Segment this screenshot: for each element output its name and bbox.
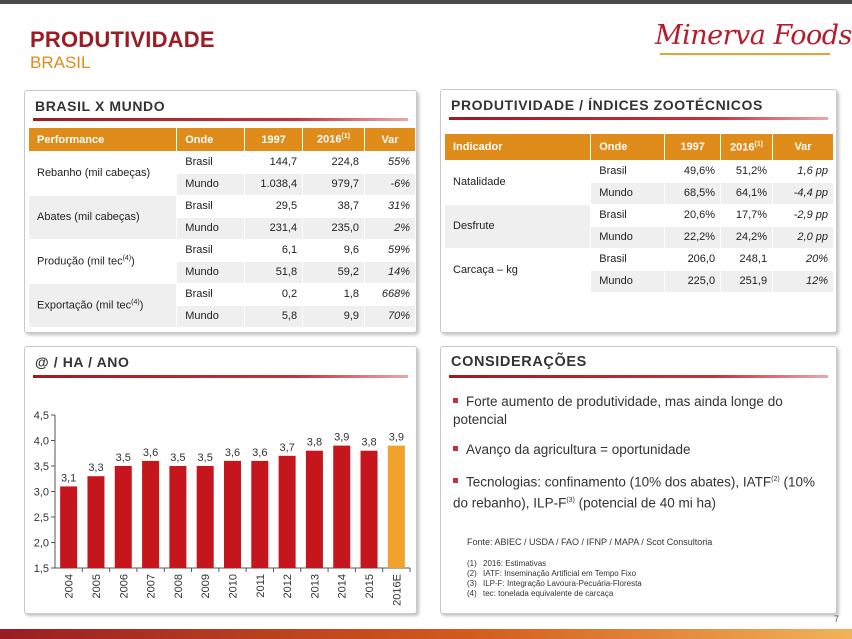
- group-label: Desfrute: [445, 204, 591, 248]
- cell-2016: 24,2%: [721, 226, 773, 248]
- cell-2016: 17,7%: [721, 204, 773, 226]
- cell-2016: 1,8: [303, 283, 365, 305]
- productivity-bar-chart: [25, 347, 418, 615]
- cell-2016: 248,1: [721, 248, 773, 270]
- header-onde: Onde: [177, 128, 245, 151]
- cell-var: 20%: [773, 248, 834, 270]
- cell-var: 668%: [365, 283, 416, 305]
- bar-2009: [197, 466, 214, 568]
- bullet-marker-icon: [453, 398, 458, 403]
- cell-var: 2,0 pp: [773, 226, 834, 248]
- panel-divider: [449, 117, 828, 120]
- x-tick-label: 2012: [282, 574, 295, 599]
- cell-2016: 235,0: [303, 217, 365, 239]
- cell-1997: 231,4: [245, 217, 303, 239]
- y-tick-label: 2,0: [33, 537, 49, 550]
- data-label: 3,9: [388, 431, 404, 444]
- minerva-foods-logo: Minerva Foods: [655, 20, 852, 51]
- consideracoes-title: CONSIDERAÇÕES: [451, 354, 587, 370]
- group-label: Rebanho (mil cabeças): [29, 151, 177, 195]
- zootecnicos-title: PRODUTIVIDADE / ÍNDICES ZOOTÉCNICOS: [451, 97, 763, 113]
- cell-onde: Brasil: [177, 151, 245, 173]
- bar-2004: [60, 486, 77, 568]
- x-tick-label: 2009: [200, 574, 213, 599]
- bar-2011: [251, 461, 268, 568]
- bullet-technologies: Tecnologias: confinamento (10% dos abates), IATF$^{(2)}$ (10% do rebanho), ILP-$F^{(3)}$ (potencial de 40 mi ha): [453, 474, 816, 510]
- cell-var: 12%: [773, 270, 834, 292]
- chart-panel: [24, 346, 417, 614]
- zootecnicos-panel: [440, 89, 837, 333]
- cell-1997: 206,0: [665, 248, 721, 270]
- cell-2016: 59,2: [303, 261, 365, 283]
- cell-onde: Mundo: [177, 261, 245, 283]
- x-tick-label: 2010: [227, 574, 240, 599]
- bar-2010: [224, 461, 241, 568]
- data-label: 3,8: [306, 436, 323, 449]
- cell-onde: Mundo: [591, 182, 665, 204]
- header-1997: 1997: [245, 128, 303, 151]
- cell-var: 55%: [365, 151, 416, 173]
- footnote-4: (4) tec: tonelada equivalente de carcaça: [467, 589, 614, 598]
- bullet-marker-icon: [453, 478, 458, 483]
- cell-2016: 224,8: [303, 151, 365, 173]
- consideracoes-panel: [440, 346, 837, 614]
- data-label: 3,6: [252, 446, 268, 459]
- cell-2016: 9,9: [303, 305, 365, 327]
- page-number: 7: [834, 614, 840, 624]
- group-label: Abates (mil cabeças): [29, 195, 177, 239]
- cell-1997: 1.038,4: [245, 173, 303, 195]
- cell-1997: 0,2: [245, 283, 303, 305]
- cell-1997: 144,7: [245, 151, 303, 173]
- cell-var: 2%: [365, 217, 416, 239]
- y-tick-label: 4,5: [33, 410, 49, 422]
- header-indicador: Indicador: [445, 134, 591, 160]
- header-performance: Performance: [29, 128, 177, 151]
- data-label: 3,7: [279, 441, 295, 454]
- header-2016: 2016$^{(1)}$: [721, 134, 773, 160]
- cell-1997: 22,2%: [665, 226, 721, 248]
- bullet-productivity: Forte aumento de produtividade, mas ainda longe do potencial: [453, 394, 783, 427]
- cell-2016: 51,2%: [721, 160, 773, 182]
- data-label: 3,1: [61, 472, 77, 485]
- y-tick-label: 3,5: [33, 461, 49, 473]
- brasil-mundo-panel: [24, 90, 417, 333]
- top-bar: [0, 0, 852, 4]
- cell-1997: 5,8: [245, 305, 303, 327]
- cell-1997: 51,8: [245, 261, 303, 283]
- table-row: [445, 204, 834, 226]
- cell-onde: Brasil: [177, 195, 245, 217]
- cell-1997: 6,1: [245, 239, 303, 261]
- x-tick-label: 2005: [90, 574, 103, 599]
- x-tick-label: 2014: [336, 574, 349, 599]
- cell-var: 31%: [365, 195, 416, 217]
- page-subtitle: BRASIL: [30, 53, 91, 72]
- y-tick-label: 4,0: [33, 435, 49, 448]
- source-note: Fonte: ABIEC / USDA / FAO / IFNP / MAPA / Scot Consultoria: [467, 537, 713, 547]
- y-tick-label: 3,0: [33, 486, 49, 499]
- group-label: Produção (mil tec$^{(4)}$): [29, 239, 177, 283]
- cell-1997: 68,5%: [665, 182, 721, 204]
- data-label: 3,5: [170, 452, 186, 464]
- table-row: [445, 160, 834, 182]
- bar-2007: [142, 461, 159, 568]
- bar-2016E: [388, 446, 405, 568]
- cell-onde: Brasil: [591, 248, 665, 270]
- bar-2006: [115, 466, 132, 568]
- cell-onde: Mundo: [591, 226, 665, 248]
- header-onde: Onde: [591, 134, 665, 160]
- chart-panel-title: @ / HA / ANO: [35, 354, 130, 370]
- cell-onde: Mundo: [177, 305, 245, 327]
- panel-divider: [449, 375, 828, 378]
- cell-onde: Brasil: [591, 160, 665, 182]
- table-row: [445, 248, 834, 270]
- table-row: [29, 195, 416, 217]
- bar-2012: [279, 456, 296, 568]
- y-tick-label: 2,5: [33, 512, 49, 524]
- brasil-mundo-table: [29, 128, 416, 328]
- footnotes: [467, 559, 642, 599]
- bar-2014: [333, 446, 350, 568]
- table-row: [29, 151, 416, 173]
- panel-divider: [33, 118, 408, 121]
- cell-1997: 225,0: [665, 270, 721, 292]
- cell-2016: 9,6: [303, 239, 365, 261]
- x-tick-label: 2008: [172, 574, 185, 599]
- bullet-marker-icon: [453, 446, 458, 451]
- bottom-bar: [0, 629, 852, 639]
- group-label: Exportação (mil tec$^{(4)}$): [29, 283, 177, 327]
- brasil-mundo-title: BRASIL X MUNDO: [35, 98, 166, 114]
- cell-2016: 979,7: [303, 173, 365, 195]
- cell-var: 59%: [365, 239, 416, 261]
- cell-2016: 38,7: [303, 195, 365, 217]
- data-label: 3,8: [361, 436, 377, 449]
- x-tick-label: 2011: [254, 574, 267, 598]
- data-label: 3,6: [142, 446, 159, 459]
- cell-var: -6%: [365, 173, 416, 195]
- cell-onde: Mundo: [591, 270, 665, 292]
- header-1997: 1997: [665, 134, 721, 160]
- data-label: 3,5: [115, 452, 131, 464]
- group-label: Natalidade: [445, 160, 591, 204]
- logo-underline: [660, 53, 830, 55]
- header-2016: 2016$^{(1)}$: [303, 128, 365, 151]
- table-row: [29, 283, 416, 305]
- zootecnicos-table: [445, 134, 834, 293]
- data-label: 3,5: [197, 452, 213, 464]
- footnote-3: (3) ILP-F: Integração Lavoura-Pecuária-Floresta: [467, 579, 642, 588]
- bullet-agriculture: Avanço da agricultura = oportunidade: [453, 441, 828, 459]
- cell-onde: Brasil: [177, 239, 245, 261]
- x-tick-label: 2007: [145, 574, 158, 599]
- cell-1997: 49,6%: [665, 160, 721, 182]
- cell-onde: Mundo: [177, 217, 245, 239]
- cell-onde: Brasil: [591, 204, 665, 226]
- cell-var: 70%: [365, 305, 416, 327]
- cell-1997: 29,5: [245, 195, 303, 217]
- cell-var: 1,6 pp: [773, 160, 834, 182]
- data-label: 3,6: [224, 446, 241, 459]
- x-tick-label: 2016E: [391, 574, 404, 606]
- cell-var: -4,4 pp: [773, 182, 834, 204]
- cell-2016: 251,9: [721, 270, 773, 292]
- y-tick-label: 1,5: [33, 563, 49, 575]
- header-var: Var: [365, 128, 416, 151]
- cell-var: 14%: [365, 261, 416, 283]
- table-header-row: [29, 128, 416, 151]
- x-tick-label: 2006: [118, 574, 131, 599]
- x-tick-label: 2015: [364, 574, 377, 599]
- group-label: Carcaça – kg: [445, 248, 591, 292]
- data-label: 3,3: [88, 462, 104, 475]
- page-title: PRODUTIVIDADE: [30, 27, 215, 52]
- cell-onde: Mundo: [177, 173, 245, 195]
- cell-1997: 20,6%: [665, 204, 721, 226]
- table-header-row: [445, 134, 834, 160]
- bar-2005: [87, 476, 104, 568]
- cell-var: -2,9 pp: [773, 204, 834, 226]
- footnote-2: (2) IATF: Inseminação Artificial em Tempo Fixo: [467, 569, 637, 578]
- x-tick-label: 2004: [63, 574, 76, 599]
- table-row: [29, 239, 416, 261]
- header-var: Var: [773, 134, 834, 160]
- data-label: 3,9: [334, 431, 350, 444]
- footnote-1: (1) 2016: Estimativas: [467, 559, 547, 568]
- bar-2013: [306, 451, 323, 568]
- bar-2008: [169, 466, 186, 568]
- bar-2015: [361, 451, 378, 568]
- x-tick-label: 2013: [309, 574, 322, 599]
- cell-onde: Brasil: [177, 283, 245, 305]
- cell-2016: 64,1%: [721, 182, 773, 204]
